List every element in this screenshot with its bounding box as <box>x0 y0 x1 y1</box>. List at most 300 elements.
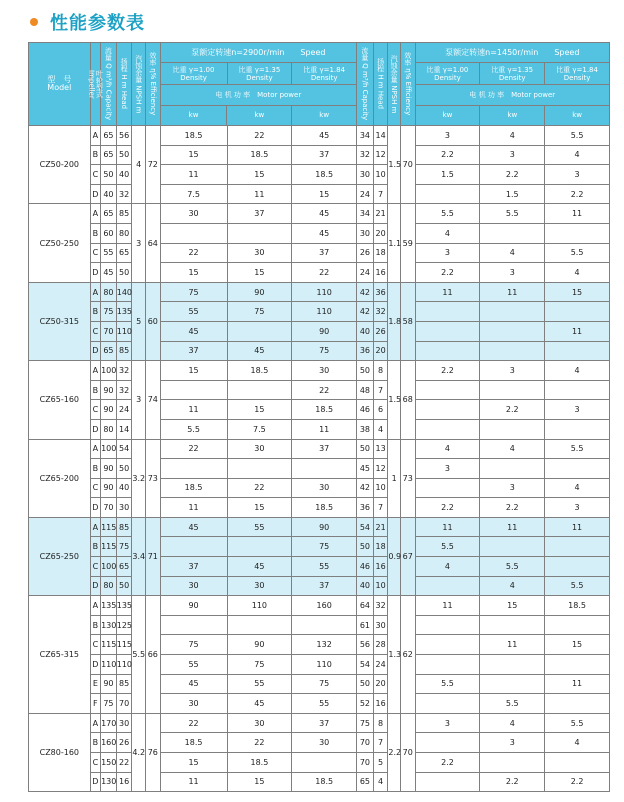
power-cell <box>480 459 545 479</box>
capacity-cell: 90 <box>101 478 117 498</box>
capacity-cell: 50 <box>357 361 374 381</box>
power-cell <box>160 223 227 243</box>
power-cell: 11 <box>415 282 480 302</box>
bullet-dot-icon <box>30 18 38 26</box>
power-cell: 15 <box>227 772 292 792</box>
head-cell: 14 <box>116 419 132 439</box>
power-cell: 75 <box>292 537 357 557</box>
table-row <box>29 498 610 518</box>
power-cell: 90 <box>292 517 357 537</box>
header-speed-1450: 泵额定转速n=1450r/min Speed <box>415 43 609 63</box>
table-row <box>29 419 610 439</box>
power-cell: 75 <box>292 341 357 361</box>
power-cell: 75 <box>227 655 292 675</box>
head-cell: 135 <box>116 596 132 616</box>
table-row <box>29 517 610 537</box>
head-cell: 32 <box>116 380 132 400</box>
head-cell: 85 <box>116 517 132 537</box>
impeller-cell: B <box>90 380 100 400</box>
power-cell <box>545 341 610 361</box>
power-cell: 11 <box>415 517 480 537</box>
power-cell <box>415 380 480 400</box>
npsh-cell: 1.3 <box>388 596 401 714</box>
header-motor-power-1450 <box>415 85 609 126</box>
power-cell: 18.5 <box>292 772 357 792</box>
capacity-cell: 65 <box>357 772 374 792</box>
npsh-cell: 5 <box>132 282 146 360</box>
model-cell: CZ65-315 <box>29 596 91 714</box>
power-cell <box>415 694 480 714</box>
capacity-cell: 60 <box>101 223 117 243</box>
table-row <box>29 126 610 146</box>
head-cell: 40 <box>116 165 132 185</box>
head-cell: 85 <box>116 341 132 361</box>
impeller-cell: C <box>90 243 100 263</box>
power-cell: 3 <box>480 361 545 381</box>
power-cell: 4 <box>480 126 545 146</box>
power-cell: 30 <box>227 576 292 596</box>
power-cell: 37 <box>292 243 357 263</box>
power-cell: 4 <box>545 478 610 498</box>
power-cell: 18.5 <box>160 126 227 146</box>
efficiency-cell: 74 <box>146 361 161 439</box>
head-cell: 30 <box>373 615 388 635</box>
power-cell <box>160 615 227 635</box>
power-cell <box>545 380 610 400</box>
power-cell <box>160 537 227 557</box>
head-cell: 18 <box>373 243 388 263</box>
capacity-cell: 50 <box>357 674 374 694</box>
power-cell: 3 <box>545 400 610 420</box>
header-motor-power-label-2900: 电 机 功 率 Motor power <box>161 85 356 106</box>
impeller-cell: F <box>90 694 100 714</box>
power-cell <box>292 615 357 635</box>
power-cell: 55 <box>292 557 357 577</box>
power-cell: 90 <box>292 321 357 341</box>
power-cell <box>545 557 610 577</box>
capacity-cell: 135 <box>101 596 117 616</box>
power-cell <box>415 655 480 675</box>
efficiency-cell: 66 <box>146 596 161 714</box>
power-cell: 15 <box>160 361 227 381</box>
head-cell: 7 <box>373 184 388 204</box>
power-cell: 22 <box>227 733 292 753</box>
table-row <box>29 459 610 479</box>
efficiency-cell: 59 <box>400 204 415 282</box>
power-cell: 18.5 <box>227 753 292 773</box>
power-cell: 2.2 <box>480 498 545 518</box>
head-cell: 140 <box>116 282 132 302</box>
power-cell: 11 <box>480 282 545 302</box>
head-cell: 65 <box>116 243 132 263</box>
power-cell: 11 <box>160 400 227 420</box>
table-row <box>29 263 610 283</box>
capacity-cell: 34 <box>357 204 374 224</box>
capacity-cell: 80 <box>101 419 117 439</box>
power-cell: 3 <box>415 126 480 146</box>
power-cell: 30 <box>160 694 227 714</box>
power-cell: 55 <box>227 674 292 694</box>
table-row <box>29 772 610 792</box>
impeller-cell: A <box>90 282 100 302</box>
head-cell: 16 <box>373 263 388 283</box>
power-cell: 5.5 <box>545 126 610 146</box>
header-npsh-1450: 汽蚀余量 NPSH m <box>388 43 401 126</box>
table-row <box>29 361 610 381</box>
head-cell: 54 <box>116 439 132 459</box>
power-cell: 4 <box>545 361 610 381</box>
impeller-cell: A <box>90 204 100 224</box>
capacity-cell: 70 <box>357 753 374 773</box>
head-cell: 50 <box>116 145 132 165</box>
impeller-cell: B <box>90 459 100 479</box>
impeller-cell: D <box>90 772 100 792</box>
capacity-cell: 160 <box>101 733 117 753</box>
capacity-cell: 40 <box>357 576 374 596</box>
power-cell: 4 <box>545 145 610 165</box>
power-cell: 11 <box>480 635 545 655</box>
efficiency-cell: 62 <box>400 596 415 714</box>
power-cell: 15 <box>227 400 292 420</box>
power-cell: 22 <box>292 380 357 400</box>
power-cell <box>480 380 545 400</box>
capacity-cell: 40 <box>101 184 117 204</box>
table-row <box>29 341 610 361</box>
efficiency-cell: 58 <box>400 282 415 360</box>
power-cell: 7.5 <box>160 184 227 204</box>
head-cell: 50 <box>116 576 132 596</box>
power-cell: 30 <box>160 576 227 596</box>
header-model-cn: 型 号 <box>47 75 72 84</box>
power-cell: 15 <box>545 635 610 655</box>
capacity-cell: 50 <box>357 537 374 557</box>
performance-table <box>28 42 610 792</box>
power-cell: 2.2 <box>415 498 480 518</box>
head-cell: 10 <box>373 478 388 498</box>
capacity-cell: 56 <box>357 635 374 655</box>
header-kw: kw <box>416 106 481 125</box>
impeller-cell: A <box>90 517 100 537</box>
capacity-cell: 90 <box>101 459 117 479</box>
power-cell: 11 <box>545 517 610 537</box>
capacity-cell: 75 <box>101 302 117 322</box>
head-cell: 26 <box>373 321 388 341</box>
power-cell: 4 <box>480 243 545 263</box>
header-kw: kw <box>480 106 545 125</box>
head-cell: 16 <box>116 772 132 792</box>
power-cell: 3 <box>480 145 545 165</box>
table-row <box>29 243 610 263</box>
power-cell <box>480 302 545 322</box>
power-cell: 4 <box>480 576 545 596</box>
efficiency-cell: 73 <box>400 439 415 517</box>
npsh-cell: 1.1 <box>388 204 401 282</box>
capacity-cell: 38 <box>357 419 374 439</box>
header-impeller-cn: 叶轮型式 <box>95 70 104 98</box>
power-cell: 45 <box>227 341 292 361</box>
power-cell <box>415 400 480 420</box>
model-cell: CZ50-315 <box>29 282 91 360</box>
power-cell <box>545 223 610 243</box>
capacity-cell: 55 <box>101 243 117 263</box>
header-density-100-2900: 比重 γ=1.00 Density <box>160 63 227 85</box>
power-cell: 22 <box>227 126 292 146</box>
header-density-135-1450: 比重 γ=1.35 Density <box>480 63 545 85</box>
impeller-cell: D <box>90 341 100 361</box>
impeller-cell: D <box>90 576 100 596</box>
header-model <box>29 43 91 126</box>
capacity-cell: 48 <box>357 380 374 400</box>
head-cell: 85 <box>116 204 132 224</box>
head-cell: 32 <box>116 184 132 204</box>
power-cell <box>415 772 480 792</box>
capacity-cell: 130 <box>101 772 117 792</box>
power-cell <box>415 733 480 753</box>
header-kw: kw <box>227 106 292 125</box>
impeller-cell: D <box>90 655 100 675</box>
power-cell <box>480 341 545 361</box>
header-capacity-2900: 流量 Q m³/h Capacity <box>101 43 117 126</box>
power-cell: 2.2 <box>545 184 610 204</box>
table-row <box>29 380 610 400</box>
power-cell: 22 <box>292 263 357 283</box>
efficiency-cell: 72 <box>146 126 161 204</box>
header-impeller <box>87 43 104 126</box>
table-row <box>29 184 610 204</box>
head-cell: 20 <box>373 223 388 243</box>
head-cell: 16 <box>373 557 388 577</box>
power-cell <box>545 694 610 714</box>
head-cell: 14 <box>373 126 388 146</box>
table-row <box>29 439 610 459</box>
capacity-cell: 30 <box>357 165 374 185</box>
power-cell: 2.2 <box>415 263 480 283</box>
head-cell: 40 <box>116 478 132 498</box>
header-impeller-en: Impeller <box>87 69 96 99</box>
power-cell: 55 <box>160 655 227 675</box>
capacity-cell: 36 <box>357 341 374 361</box>
capacity-cell: 90 <box>101 674 117 694</box>
impeller-cell: D <box>90 498 100 518</box>
power-cell: 18.5 <box>160 478 227 498</box>
head-cell: 12 <box>373 459 388 479</box>
power-cell: 37 <box>292 713 357 733</box>
impeller-cell: A <box>90 361 100 381</box>
power-cell: 75 <box>292 674 357 694</box>
model-cell: CZ80-160 <box>29 713 91 791</box>
power-cell <box>415 576 480 596</box>
capacity-cell: 65 <box>101 341 117 361</box>
efficiency-cell: 64 <box>146 204 161 282</box>
power-cell: 90 <box>227 635 292 655</box>
capacity-cell: 52 <box>357 694 374 714</box>
power-cell: 1.5 <box>480 184 545 204</box>
power-cell: 75 <box>227 302 292 322</box>
header-density-184-2900: 比重 γ=1.84 Density <box>292 63 357 85</box>
table-row <box>29 635 610 655</box>
page-title-block <box>30 9 145 35</box>
header-head-2900: 扬程 H m Head <box>116 43 132 126</box>
efficiency-cell: 70 <box>400 126 415 204</box>
head-cell: 6 <box>373 400 388 420</box>
head-cell: 75 <box>116 537 132 557</box>
head-cell: 12 <box>373 145 388 165</box>
power-cell: 11 <box>227 184 292 204</box>
power-cell: 37 <box>227 204 292 224</box>
power-cell <box>415 341 480 361</box>
power-cell: 45 <box>160 321 227 341</box>
power-cell: 110 <box>292 282 357 302</box>
table-row <box>29 655 610 675</box>
power-cell: 3 <box>480 478 545 498</box>
power-cell <box>480 321 545 341</box>
npsh-cell: 0.9 <box>388 517 401 595</box>
npsh-cell: 1.5 <box>388 126 401 204</box>
power-cell: 5.5 <box>480 204 545 224</box>
capacity-cell: 32 <box>357 145 374 165</box>
power-cell: 15 <box>545 282 610 302</box>
impeller-cell: B <box>90 223 100 243</box>
power-cell: 15 <box>227 498 292 518</box>
table-row <box>29 576 610 596</box>
head-cell: 28 <box>373 635 388 655</box>
head-cell: 115 <box>116 635 132 655</box>
power-cell <box>480 655 545 675</box>
power-cell: 15 <box>292 184 357 204</box>
capacity-cell: 45 <box>357 459 374 479</box>
capacity-cell: 70 <box>357 733 374 753</box>
head-cell: 36 <box>373 282 388 302</box>
capacity-cell: 46 <box>357 400 374 420</box>
power-cell: 2.2 <box>415 145 480 165</box>
header-efficiency-2900: 效率 η% Efficiency <box>146 43 161 126</box>
power-cell: 5.5 <box>480 694 545 714</box>
power-cell: 55 <box>227 517 292 537</box>
power-cell <box>160 380 227 400</box>
capacity-cell: 80 <box>101 576 117 596</box>
power-cell: 37 <box>160 341 227 361</box>
head-cell: 7 <box>373 733 388 753</box>
efficiency-cell: 73 <box>146 439 161 517</box>
power-cell: 3 <box>415 243 480 263</box>
header-kw: kw <box>161 106 228 125</box>
head-cell: 24 <box>116 400 132 420</box>
power-cell: 4 <box>480 713 545 733</box>
capacity-cell: 45 <box>101 263 117 283</box>
power-cell: 11 <box>160 772 227 792</box>
power-cell <box>415 302 480 322</box>
table-row <box>29 165 610 185</box>
npsh-cell: 3 <box>132 204 146 282</box>
head-cell: 7 <box>373 498 388 518</box>
power-cell: 18.5 <box>292 165 357 185</box>
power-cell: 18.5 <box>292 400 357 420</box>
head-cell: 4 <box>373 772 388 792</box>
head-cell: 7 <box>373 380 388 400</box>
model-cell: CZ65-250 <box>29 517 91 595</box>
power-cell: 30 <box>292 733 357 753</box>
power-cell: 5.5 <box>415 204 480 224</box>
impeller-cell: B <box>90 302 100 322</box>
model-cell: CZ50-250 <box>29 204 91 282</box>
power-cell <box>545 537 610 557</box>
power-cell: 2.2 <box>415 753 480 773</box>
power-cell: 15 <box>160 263 227 283</box>
power-cell: 37 <box>292 576 357 596</box>
power-cell <box>227 380 292 400</box>
power-cell: 45 <box>227 694 292 714</box>
power-cell: 5.5 <box>545 243 610 263</box>
head-cell: 135 <box>116 302 132 322</box>
power-cell: 30 <box>292 478 357 498</box>
header-head-1450: 扬程 H m Head <box>373 43 388 126</box>
power-cell: 90 <box>227 282 292 302</box>
power-cell: 55 <box>292 694 357 714</box>
power-cell <box>480 753 545 773</box>
power-cell: 11 <box>480 517 545 537</box>
head-cell: 30 <box>116 713 132 733</box>
table-row <box>29 557 610 577</box>
capacity-cell: 70 <box>101 498 117 518</box>
npsh-cell: 5.5 <box>132 596 146 714</box>
capacity-cell: 24 <box>357 263 374 283</box>
power-cell: 110 <box>292 655 357 675</box>
power-cell <box>545 419 610 439</box>
power-cell: 110 <box>227 596 292 616</box>
head-cell: 32 <box>373 596 388 616</box>
power-cell: 18.5 <box>292 498 357 518</box>
npsh-cell: 2.2 <box>388 713 401 791</box>
efficiency-cell: 68 <box>400 361 415 439</box>
power-cell: 30 <box>227 439 292 459</box>
impeller-cell: B <box>90 733 100 753</box>
head-cell: 13 <box>373 439 388 459</box>
npsh-cell: 4 <box>132 126 146 204</box>
header-kw: kw <box>319 111 330 119</box>
impeller-cell: B <box>90 615 100 635</box>
header-density-100-1450: 比重 γ=1.00 Density <box>415 63 480 85</box>
power-cell: 45 <box>292 204 357 224</box>
header-efficiency-1450: 效率 η% Efficiency <box>400 43 415 126</box>
power-cell: 1.5 <box>415 165 480 185</box>
capacity-cell: 34 <box>357 126 374 146</box>
power-cell <box>415 321 480 341</box>
power-cell: 22 <box>160 439 227 459</box>
power-cell <box>227 321 292 341</box>
efficiency-cell: 71 <box>146 517 161 595</box>
power-cell: 110 <box>292 302 357 322</box>
capacity-cell: 115 <box>101 517 117 537</box>
capacity-cell: 115 <box>101 537 117 557</box>
npsh-cell: 3.2 <box>132 439 146 517</box>
efficiency-cell: 67 <box>400 517 415 595</box>
power-cell <box>415 478 480 498</box>
capacity-cell: 70 <box>101 321 117 341</box>
power-cell: 37 <box>292 145 357 165</box>
power-cell: 11 <box>545 321 610 341</box>
power-cell: 11 <box>415 596 480 616</box>
power-cell: 11 <box>545 204 610 224</box>
power-cell: 2.2 <box>545 772 610 792</box>
table-row <box>29 694 610 714</box>
impeller-cell: D <box>90 263 100 283</box>
head-cell: 110 <box>116 321 132 341</box>
power-cell: 18.5 <box>160 733 227 753</box>
capacity-cell: 50 <box>101 165 117 185</box>
header-density-135-2900: 比重 γ=1.35 Density <box>227 63 292 85</box>
capacity-cell: 90 <box>101 380 117 400</box>
power-cell: 30 <box>227 713 292 733</box>
